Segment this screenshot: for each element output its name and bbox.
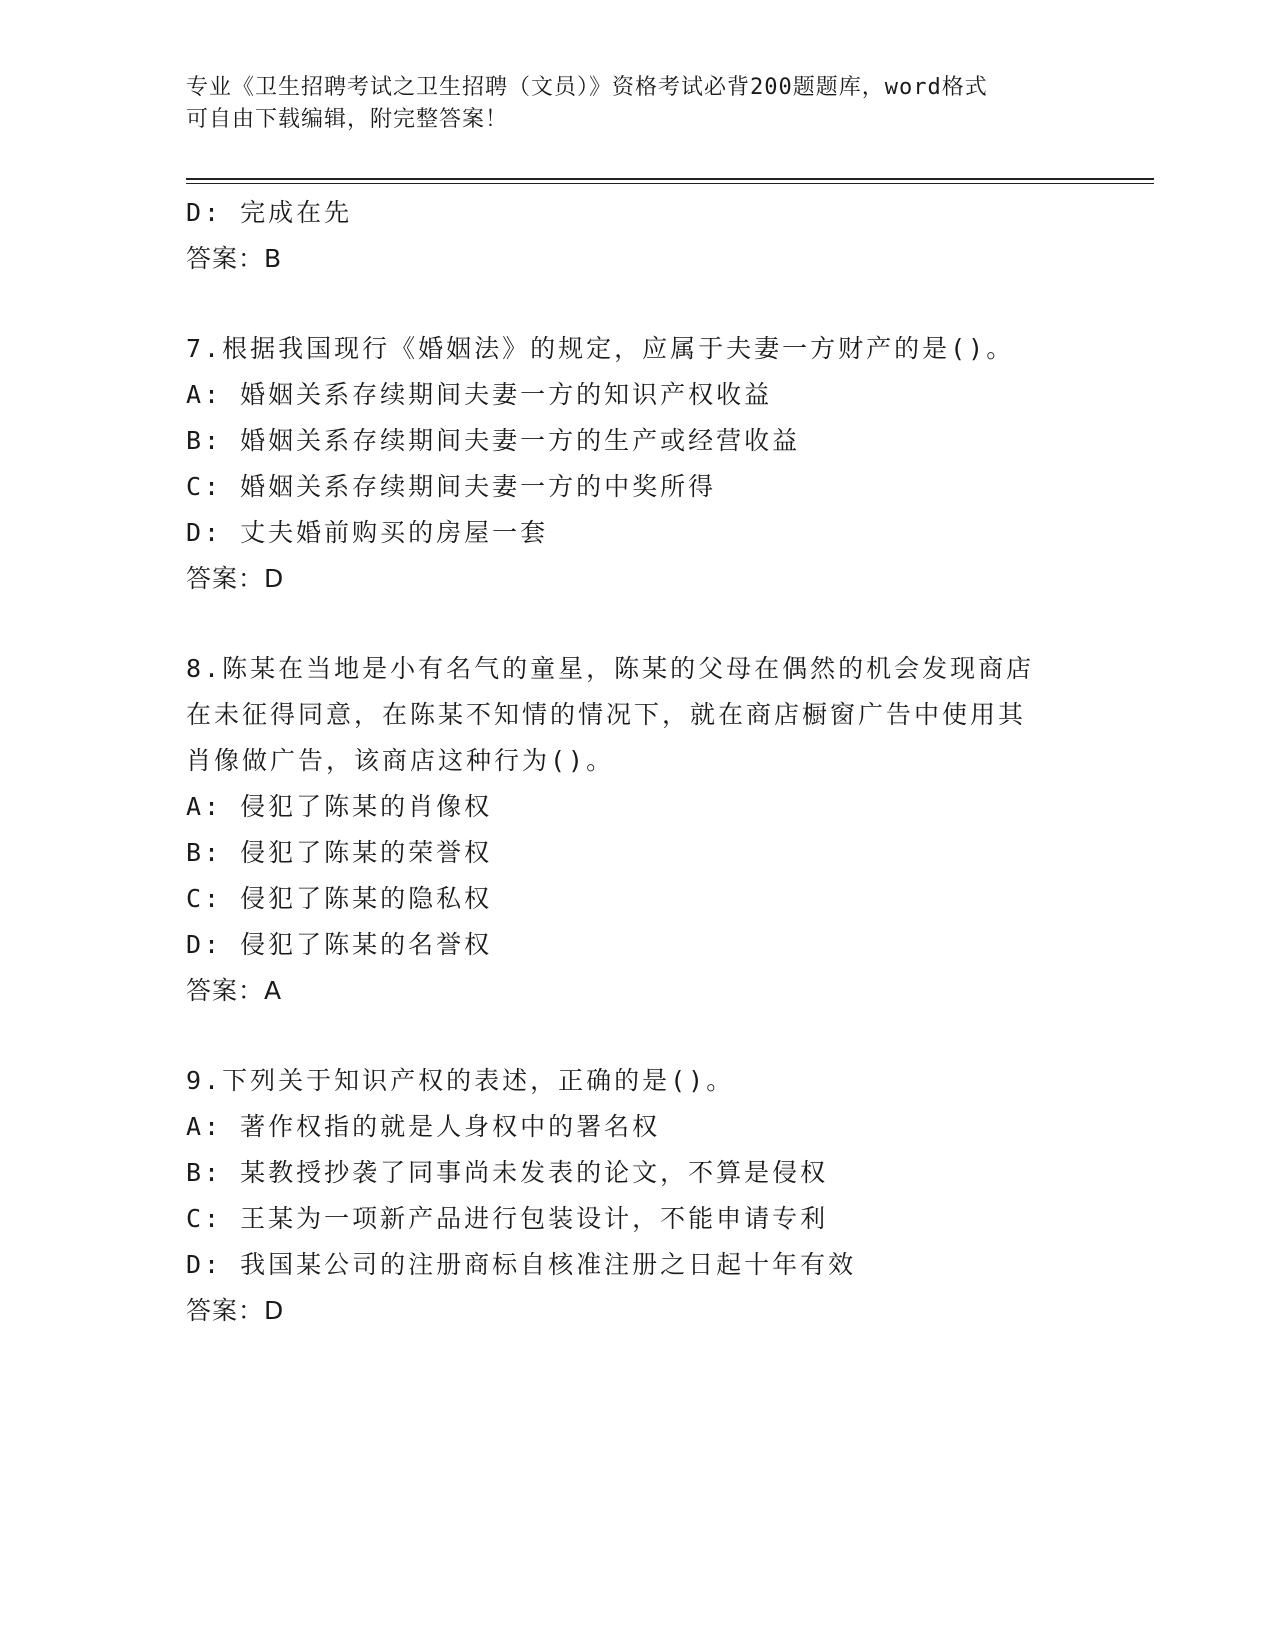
option-d: D: 丈夫婚前购买的房屋一套 (186, 518, 549, 547)
option-b: B: 婚姻关系存续期间夫妻一方的生产或经营收益 (186, 426, 801, 455)
page-header (186, 72, 1086, 136)
option-b: B: 某教授抄袭了同事尚未发表的论文，不算是侵权 (186, 1158, 829, 1187)
option-a: A: 侵犯了陈某的肖像权 (186, 792, 493, 821)
option-a: A: 婚姻关系存续期间夫妻一方的知识产权收益 (186, 380, 773, 409)
answer-line: 答案：D (186, 1296, 285, 1325)
header-divider-thin (186, 183, 1154, 184)
question-stem-line-2: 在未征得同意，在陈某不知情的情况下，就在商店橱窗广告中使用其 (186, 700, 1027, 729)
answer-line: 答案：D (186, 564, 285, 593)
answer-line: 答案：A (186, 976, 283, 1005)
header-divider-thick (186, 178, 1154, 180)
question-stem: 7.根据我国现行《婚姻法》的规定，应属于夫妻一方财产的是()。 (186, 334, 1015, 363)
header-title-line-2: 可自由下载编辑，附完整答案！ (186, 107, 509, 132)
question-7 (186, 326, 1086, 602)
question-spacer (186, 602, 1086, 646)
previous-question-tail (186, 190, 1086, 282)
question-list (186, 190, 1086, 1334)
question-spacer (186, 1014, 1086, 1058)
question-stem-line-1: 8.陈某在当地是小有名气的童星，陈某的父母在偶然的机会发现商店 (186, 654, 1035, 683)
option-c: C: 侵犯了陈某的隐私权 (186, 884, 493, 913)
option-c: C: 王某为一项新产品进行包装设计，不能申请专利 (186, 1204, 829, 1233)
question-stem: 9.下列关于知识产权的表述，正确的是()。 (186, 1066, 735, 1095)
option-a: A: 著作权指的就是人身权中的署名权 (186, 1112, 661, 1141)
header-title-line-1: 专业《卫生招聘考试之卫生招聘（文员）》资格考试必背200题题库，word格式 (186, 75, 988, 100)
option-d: D: 我国某公司的注册商标自核准注册之日起十年有效 (186, 1250, 857, 1279)
question-8 (186, 646, 1086, 1014)
option-c: C: 婚姻关系存续期间夫妻一方的中奖所得 (186, 472, 717, 501)
answer-line: 答案：B (186, 244, 283, 273)
question-spacer (186, 282, 1086, 326)
option-b: B: 侵犯了陈某的荣誉权 (186, 838, 493, 867)
option-d: D: 侵犯了陈某的名誉权 (186, 930, 493, 959)
question-9 (186, 1058, 1086, 1334)
option-d: D: 完成在先 (186, 198, 353, 227)
question-stem-line-3: 肖像做广告，该商店这种行为()。 (186, 746, 615, 775)
